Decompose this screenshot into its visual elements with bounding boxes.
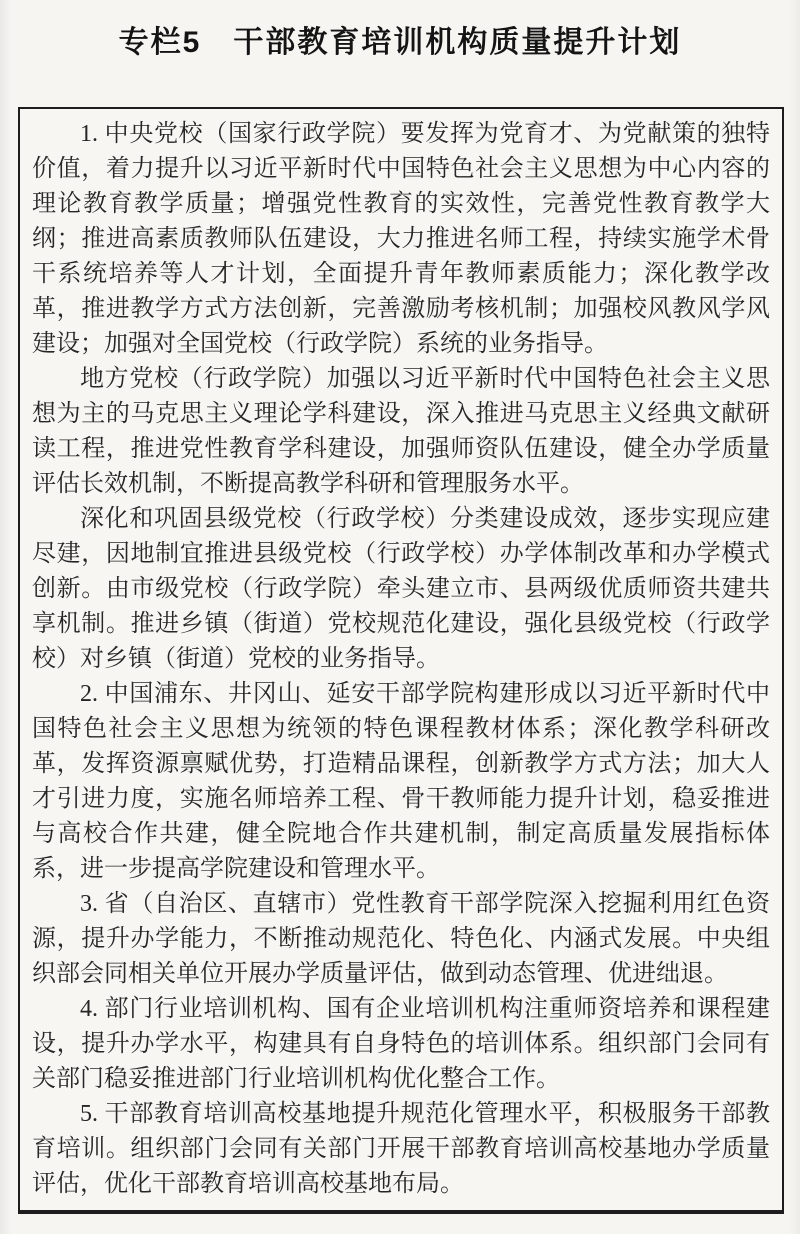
paragraph-provincial-institutes: 3. 省（自治区、直辖市）党性教育干部学院深入挖掘利用红色资源，提升办学能力，不断推动规范化、特色化、内涵式发展。中央组织部会同相关单位开展办学质量评估，做到动态管理、优进绌退。 bbox=[32, 891, 770, 987]
content-box bbox=[18, 107, 784, 1214]
paragraph-county-party-schools: 深化和巩固县级党校（行政学校）分类建设成效，逐步实现应建尽建，因地制宜推进县级党校（行政学校）办学体制改革和办学模式创新。由市级党校（行政学院）牵头建立市、县两级优质师资共建共享机制。推进乡镇（街道）党校规范化建设，强化县级党校（行政学校）对乡镇（街道）党校的业务指导。 bbox=[32, 506, 770, 672]
paragraph-local-party-schools: 地方党校（行政学院）加强以习近平新时代中国特色社会主义思想为主的马克思主义理论学科建设，深入推进马克思主义经典文献研读工程，推进党性教育学科建设，加强师资队伍建设，健全办学质量评估长效机制，不断提高教学科研和管理服务水平。 bbox=[32, 366, 770, 497]
page-title: 专栏5 干部教育培训机构质量提升计划 bbox=[118, 26, 682, 59]
paragraph-university-training-bases: 5. 干部教育培训高校基地提升规范化管理水平，积极服务干部教育培训。组织部门会同有关部门开展干部教育培训高校基地办学质量评估，优化干部教育培训高校基地布局。 bbox=[32, 1101, 770, 1197]
paragraph-central-party-school: 1. 中央党校（国家行政学院）要发挥为党育才、为党献策的独特价值，着力提升以习近平新时代中国特色社会主义思想为中心内容的理论教育教学质量；增强党性教育的实效性，完善党性教育教学大纲；推进高素质教师队伍建设，大力推进名师工程，持续实施学术骨干系统培养等人才计划，全面提升青年教师素质能力；深化教学改革，推进教学方式方法创新，完善激励考核机制；加强校风教风学风建设；加强对全国党校（行政学院）系统的业务指导。 bbox=[32, 121, 770, 357]
paragraph-cadre-academies: 2. 中国浦东、井冈山、延安干部学院构建形成以习近平新时代中国特色社会主义思想为统领的特色课程教材体系；深化教学科研改革，发挥资源禀赋优势，打造精品课程，创新教学方式方法；加大人才引进力度，实施名师培养工程、骨干教师能力提升计划，稳妥推进与高校合作共建，健全院地合作共建机制，制定高质量发展指标体系，进一步提高学院建设和管理水平。 bbox=[32, 681, 770, 882]
paragraph-industry-training-institutions: 4. 部门行业培训机构、国有企业培训机构注重师资培养和课程建设，提升办学水平，构建具有自身特色的培训体系。组织部门会同有关部门稳妥推进部门行业培训机构优化整合工作。 bbox=[32, 996, 770, 1092]
